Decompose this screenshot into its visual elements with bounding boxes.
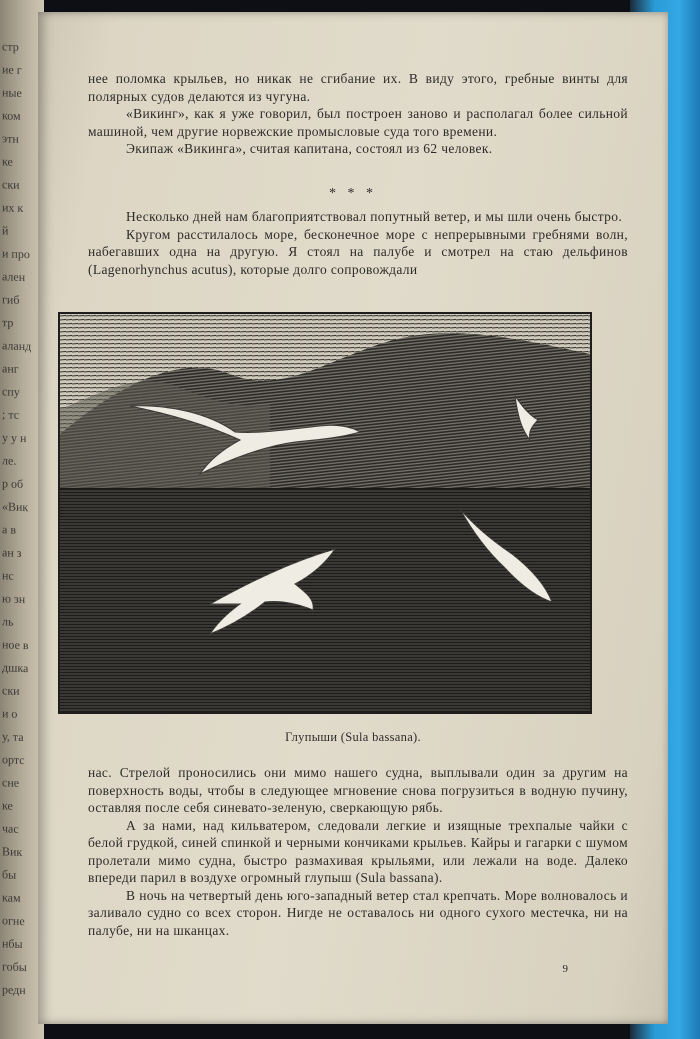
paragraph: нас. Стрелой проносились они мимо нашего судна, выплывали один за другим на поверхность воды, чтобы в следующее мгновение снова погрузиться в водную пучину, оставляя после себя синевато-зеленую, сверкающую рябь.: [88, 765, 628, 815]
paragraph: Несколько дней нам благоприятствовал попутный ветер, и мы шли очень быстро.: [126, 209, 623, 224]
paragraph: Кругом расстилалось море, бесконечное море с непрерывными гребнями волн, набегавших одна на другую. Я стоял на палубе и смотрел на стаю дельфинов (Lagenorhynchus acutus), которые долго сопровождали: [88, 226, 628, 277]
left-page-text-fragment: их к: [2, 200, 24, 216]
left-page-text-fragment: стр: [2, 39, 19, 54]
left-page-text-fragment: огне: [2, 913, 25, 929]
paragraph: А за нами, над кильватером, следовали легкие и изящные трехпалые чайки с белой грудкой, синей спинкой и черными кончиками крыльев. Кайры и гагарки с шумом пролетали мимо судна, быстро размахивая крыльями, или лежали на воде. Далеко впереди парил в воздухе огромный глупыш (Sula bassana).: [88, 817, 628, 885]
left-page-text-fragment: ле.: [2, 453, 17, 468]
paragraph: В ночь на четвертый день юго-западный ветер стал крепчать. Море волновалось и заливало судно со всех сторон. Нигде не оставалось ни одного сухого местечка, ни на палубе, ни на шканцах.: [88, 887, 628, 938]
left-page-text-fragment: ю зн: [2, 591, 26, 607]
left-page-text-fragment: й: [2, 223, 9, 238]
left-page-text-fragment: гобы: [2, 959, 27, 975]
top-text: [88, 70, 628, 158]
left-page-text-fragment: «Вик: [2, 499, 29, 515]
book-page: [38, 12, 668, 1024]
page-number: 9: [562, 963, 568, 975]
left-page-text-fragment: бы: [2, 867, 17, 882]
bottom-text: [88, 764, 628, 939]
left-page-text-fragment: спу: [2, 384, 20, 399]
left-page-text-fragment: ан з: [2, 545, 22, 560]
left-page-text-fragment: ком: [2, 108, 21, 123]
left-page-text-fragment: анг: [2, 361, 19, 376]
left-page-text-fragment: Вик: [2, 844, 23, 859]
left-page-text-fragment: ль: [2, 614, 14, 629]
paragraph: нее поломка крыльев, но никак не сгибание их. В виду этого, гребные винты для полярных судов делаются из чугуна.: [88, 71, 628, 104]
left-page-text-fragment: редн: [2, 982, 26, 998]
left-page-text-fragment: а в: [2, 522, 16, 537]
paragraph: «Викинг», как я уже говорил, был построен заново и располагал более сильной машиной, чем другие норвежские промысловые суда того времени.: [88, 106, 628, 139]
left-page-text-fragment: ке: [2, 154, 13, 169]
left-page-text-fragment: нбы: [2, 936, 23, 951]
left-page-text-fragment: ные: [2, 85, 22, 100]
left-page-text-fragment: ален: [2, 269, 26, 285]
left-page-text-fragment: гиб: [2, 292, 20, 307]
left-page-text-fragment: ски: [2, 683, 20, 698]
section-separator: * * *: [329, 186, 377, 201]
paragraph: Экипаж «Викинга», считая капитана, состоял из 62 человек.: [126, 141, 493, 156]
left-page-text-fragment: ; тс: [2, 407, 20, 422]
left-page-text-fragment: нс: [2, 568, 14, 583]
left-page-text-fragment: у, та: [2, 729, 24, 745]
figure-caption: Глупыши (Sula bassana).: [285, 730, 421, 744]
left-page-text-fragment: сне: [2, 775, 20, 790]
left-page-text-fragment: у у н: [2, 430, 27, 446]
left-page-text-fragment: тр: [2, 315, 14, 330]
left-page-text-fragment: ски: [2, 177, 20, 192]
left-page-text-fragment: этн: [2, 131, 19, 146]
left-page-text-fragment: и о: [2, 706, 18, 721]
middle-text: [88, 208, 628, 278]
left-page-text-fragment: дшка: [2, 660, 29, 676]
left-page-text-fragment: р об: [2, 476, 24, 492]
left-page-text-fragment: кам: [2, 890, 21, 905]
left-page-text-fragment: аланд: [2, 338, 32, 354]
left-page-text-fragment: час: [2, 821, 19, 836]
left-page-text-fragment: ие г: [2, 62, 22, 77]
left-page-text-fragment: ортс: [2, 752, 25, 768]
engraving-gannets: [58, 312, 592, 714]
left-page-text-fragment: ное в: [2, 637, 29, 653]
left-page-text-fragment: и про: [2, 246, 30, 262]
left-page-text-fragment: ке: [2, 798, 13, 813]
